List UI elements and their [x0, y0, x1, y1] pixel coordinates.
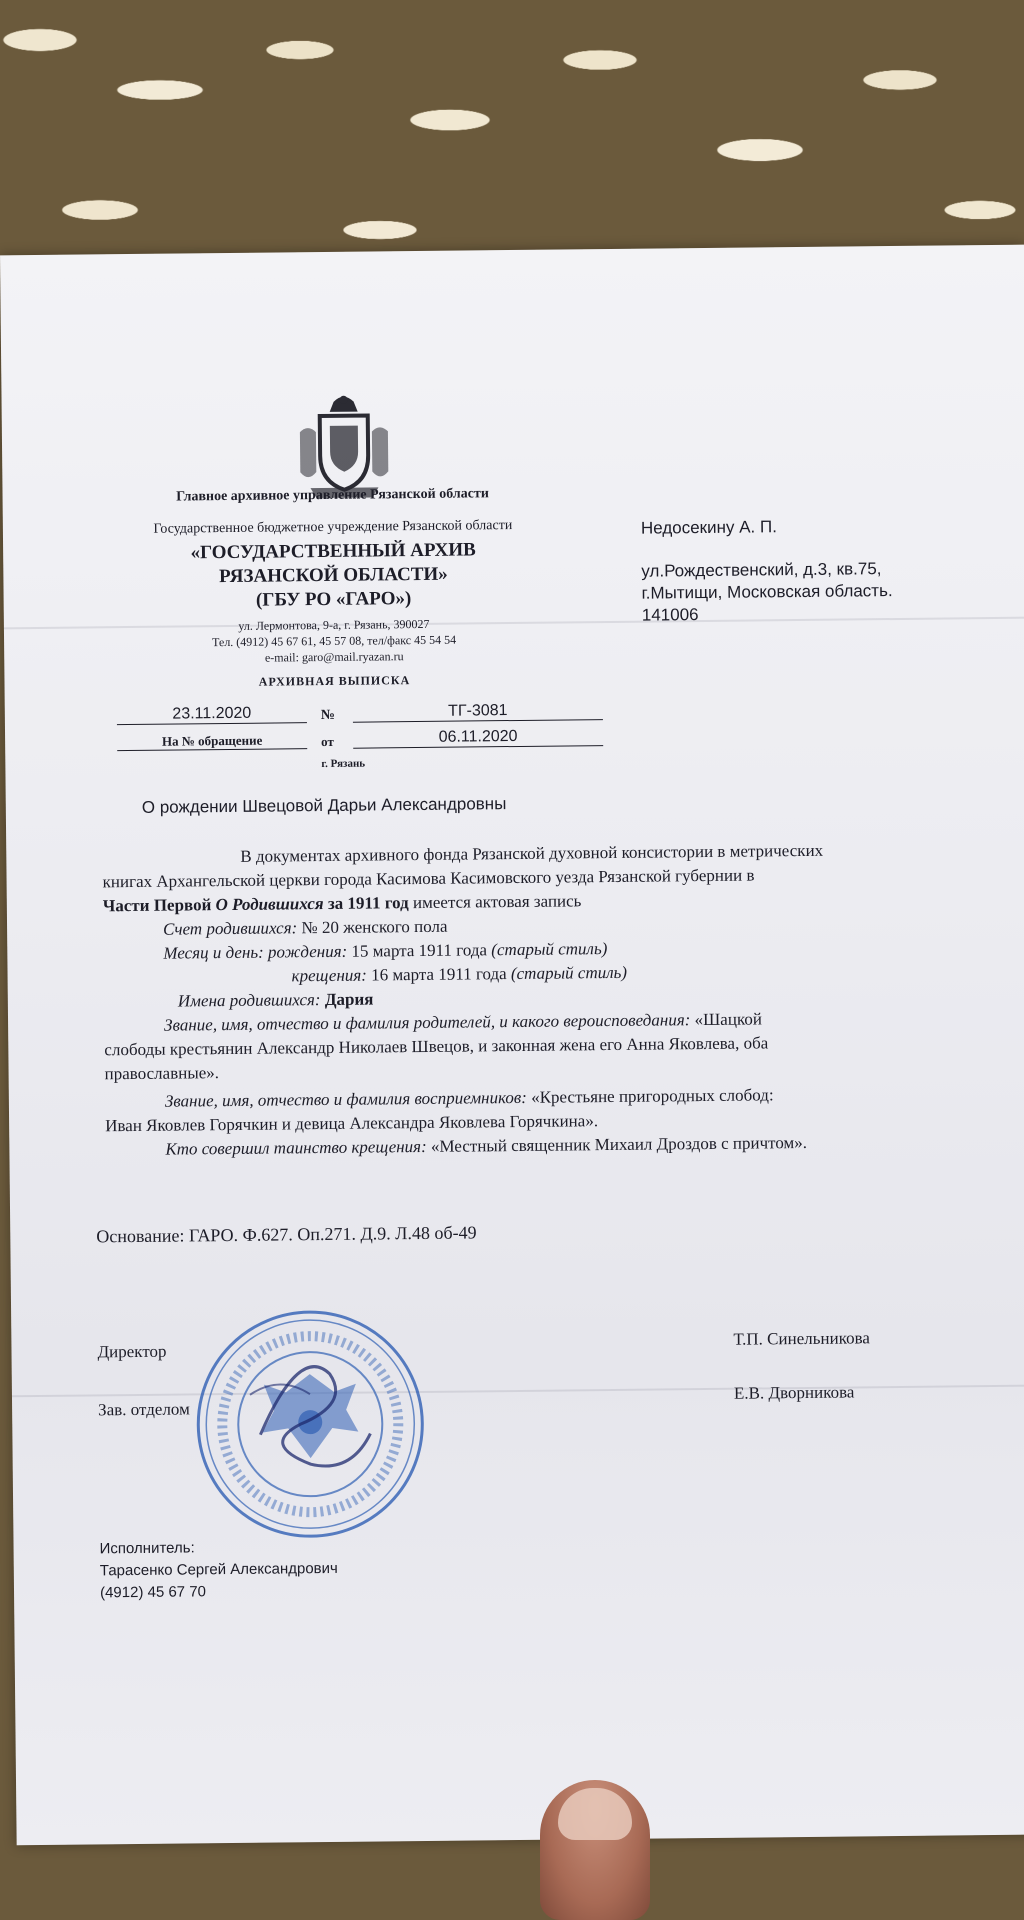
old-style-note: (старый стиль)	[491, 939, 608, 960]
old-style-note: (старый стиль)	[510, 962, 628, 984]
archive-name-line: (ГБУ РО «ГАРО»)	[255, 588, 412, 611]
executor-name: Тарасенко Сергей Александрович	[99, 1559, 338, 1580]
institution-type: Государственное бюджетное учреждение Рязанской области	[153, 518, 513, 537]
director-name: Т.П. Синельникова	[733, 1328, 870, 1349]
registration-date: 23.11.2020	[117, 704, 307, 725]
archive-email: e-mail: garo@mail.ryazan.ru	[264, 649, 404, 665]
parents-label: Звание, имя, отчество и фамилия родителей, и какого вероисповедания:	[163, 1010, 691, 1035]
paper-fold	[12, 1385, 1024, 1398]
thumb-holding-paper	[540, 1780, 650, 1920]
body-line: Иван Яковлев Горячкин и девица Александра Яковлева Горячкина».	[105, 1111, 599, 1136]
count-label: Счет родившихся:	[162, 918, 298, 939]
body-line: православные».	[104, 1063, 220, 1084]
priest-value: «Местный священник Михаил Дроздов с причтом».	[430, 1132, 808, 1156]
thumbnail	[558, 1788, 632, 1840]
archive-basis: Основание: ГАРО. Ф.627. Оп.271. Д.9. Л.48 об-49	[96, 1222, 477, 1247]
body-line: слободы крестьянин Александр Николаев Швецов, и законная жена его Анна Яковлева, оба	[104, 1033, 769, 1060]
archive-phones: Тел. (4912) 45 67 61, 45 57 08, тел/факс 45 54 54	[212, 632, 457, 650]
section-label: О Родившихся	[215, 894, 324, 915]
director-label: Директор	[97, 1341, 167, 1362]
document-sheet	[0, 245, 1024, 1846]
birth-label: Месяц и день: рождения:	[163, 941, 348, 963]
body-line: книгах Архангельской церкви города Касимова Касимовского уезда Рязанской губернии в	[102, 865, 755, 892]
names-label: Имена родившихся:	[177, 990, 321, 1011]
count-value: № 20 женского пола	[301, 916, 448, 938]
recipient-street: ул.Рождественский, д.3, кв.75,	[641, 559, 882, 581]
year-label: за 1911 год	[327, 893, 409, 913]
issue-city: г. Рязань	[321, 757, 366, 771]
baptism-label: крещения:	[291, 965, 367, 986]
ministry-name: Главное архивное управление Рязанской области	[176, 486, 489, 505]
department-head-name: Е.В. Дворникова	[733, 1382, 855, 1403]
official-seal-stamp	[189, 1303, 432, 1546]
archive-name	[103, 537, 564, 614]
department-head-label: Зав. отделом	[98, 1399, 190, 1420]
recipient-zip: 141006	[641, 605, 699, 625]
part-label: Части Первой	[102, 895, 212, 916]
executor-phone: (4912) 45 67 70	[99, 1583, 207, 1602]
names-value: Дария	[324, 989, 374, 1010]
document-body	[102, 837, 1015, 1163]
recipient-address	[641, 557, 962, 626]
priest-label: Кто совершил таинство крещения:	[165, 1136, 427, 1159]
executor-block	[99, 1536, 338, 1604]
document-type: АРХИВНАЯ ВЫПИСКА	[258, 673, 411, 689]
godparents-value: «Крестьяне пригородных слобод:	[531, 1085, 774, 1107]
registration-number: ТГ-3081	[353, 701, 603, 723]
recipient-city: г.Мытищи, Московская область.	[641, 581, 893, 603]
birth-value: 15 марта 1911 года	[351, 940, 488, 961]
recipient-name: Недосекину А. П.	[640, 517, 777, 538]
body-line: В документах архивного фонда Рязанской духовной консистории в метрических	[240, 840, 824, 866]
request-date: 06.11.2020	[353, 727, 603, 749]
executor-label: Исполнитель:	[99, 1539, 195, 1558]
archive-address: ул. Лермонтова, 9-а, г. Рязань, 390027	[238, 616, 430, 633]
archive-name-line: РЯЗАНСКОЙ ОБЛАСТИ»	[218, 563, 448, 588]
request-label: На № обращение	[117, 732, 307, 751]
godparents-label: Звание, имя, отчество и фамилия восприемников:	[164, 1087, 528, 1111]
record-exists-text: имеется актовая запись	[412, 891, 582, 913]
baptism-value: 16 марта 1911 года	[371, 964, 507, 985]
archive-name-line: «ГОСУДАРСТВЕННЫЙ АРХИВ	[190, 539, 476, 564]
parents-value: «Шацкой	[694, 1009, 762, 1030]
number-label: №	[320, 707, 336, 724]
from-label: от	[321, 733, 334, 750]
document-subject: О рождении Швецовой Дарьи Александровны	[141, 794, 507, 817]
